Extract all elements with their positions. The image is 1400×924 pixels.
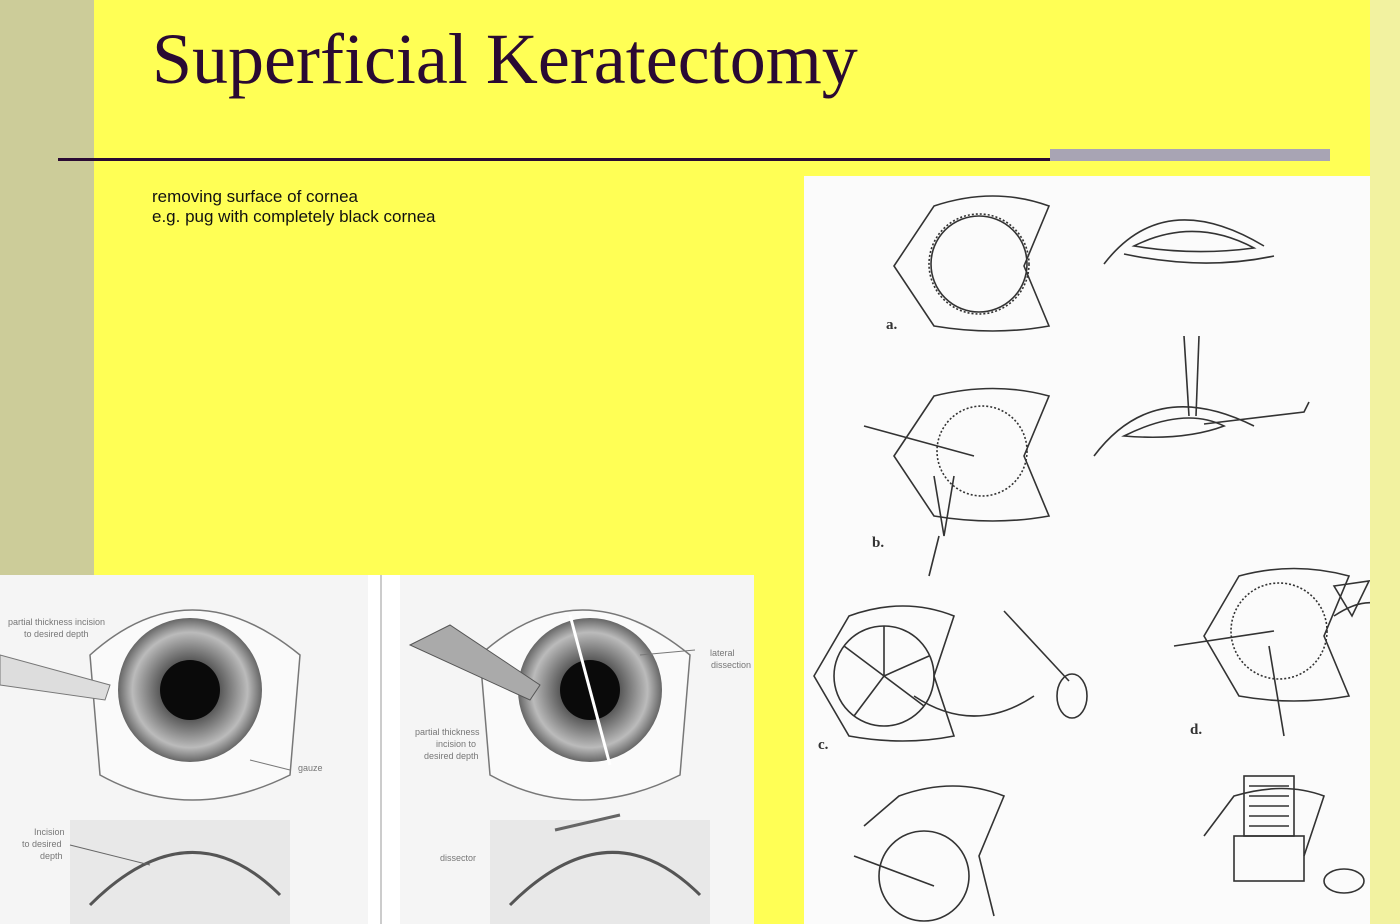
note-line: e.g. pug with completely black cornea bbox=[152, 207, 436, 227]
callout-partial-incision-line1: partial thickness incision bbox=[8, 617, 106, 627]
callout-partial-incision2-line2: incision to bbox=[436, 739, 477, 749]
callout-incision-depth-line1: Incision bbox=[34, 827, 65, 837]
callout-gauze: gauze bbox=[298, 763, 323, 773]
incision-drawing bbox=[0, 575, 754, 924]
step-label-c: c. bbox=[818, 737, 829, 753]
callout-partial-incision2-line1: partial thickness bbox=[415, 727, 480, 737]
slide-notes bbox=[152, 187, 436, 228]
callout-lateral-line1: lateral bbox=[710, 648, 735, 658]
callout-incision-depth-line3: depth bbox=[40, 851, 63, 861]
steps-drawing bbox=[804, 176, 1370, 924]
callout-partial-incision2-line3: desired depth bbox=[424, 751, 479, 761]
slide-title: Superficial Keratectomy bbox=[152, 19, 858, 99]
callout-dissector: dissector bbox=[440, 853, 477, 863]
keratectomy-steps-illustration bbox=[804, 176, 1370, 924]
callout-incision-depth-line2: to desired bbox=[22, 839, 62, 849]
incision-diagram-illustration bbox=[0, 575, 754, 924]
title-underline-accent bbox=[1050, 149, 1330, 161]
right-edge-strip bbox=[1370, 0, 1400, 924]
note-line: removing surface of cornea bbox=[152, 187, 358, 206]
step-label-b: b. bbox=[872, 535, 885, 551]
callout-partial-incision-line2: to desired depth bbox=[24, 629, 89, 639]
callout-lateral-line2: dissection bbox=[711, 660, 752, 670]
step-label-d: d. bbox=[1190, 722, 1203, 738]
step-label-a: a. bbox=[886, 317, 898, 333]
